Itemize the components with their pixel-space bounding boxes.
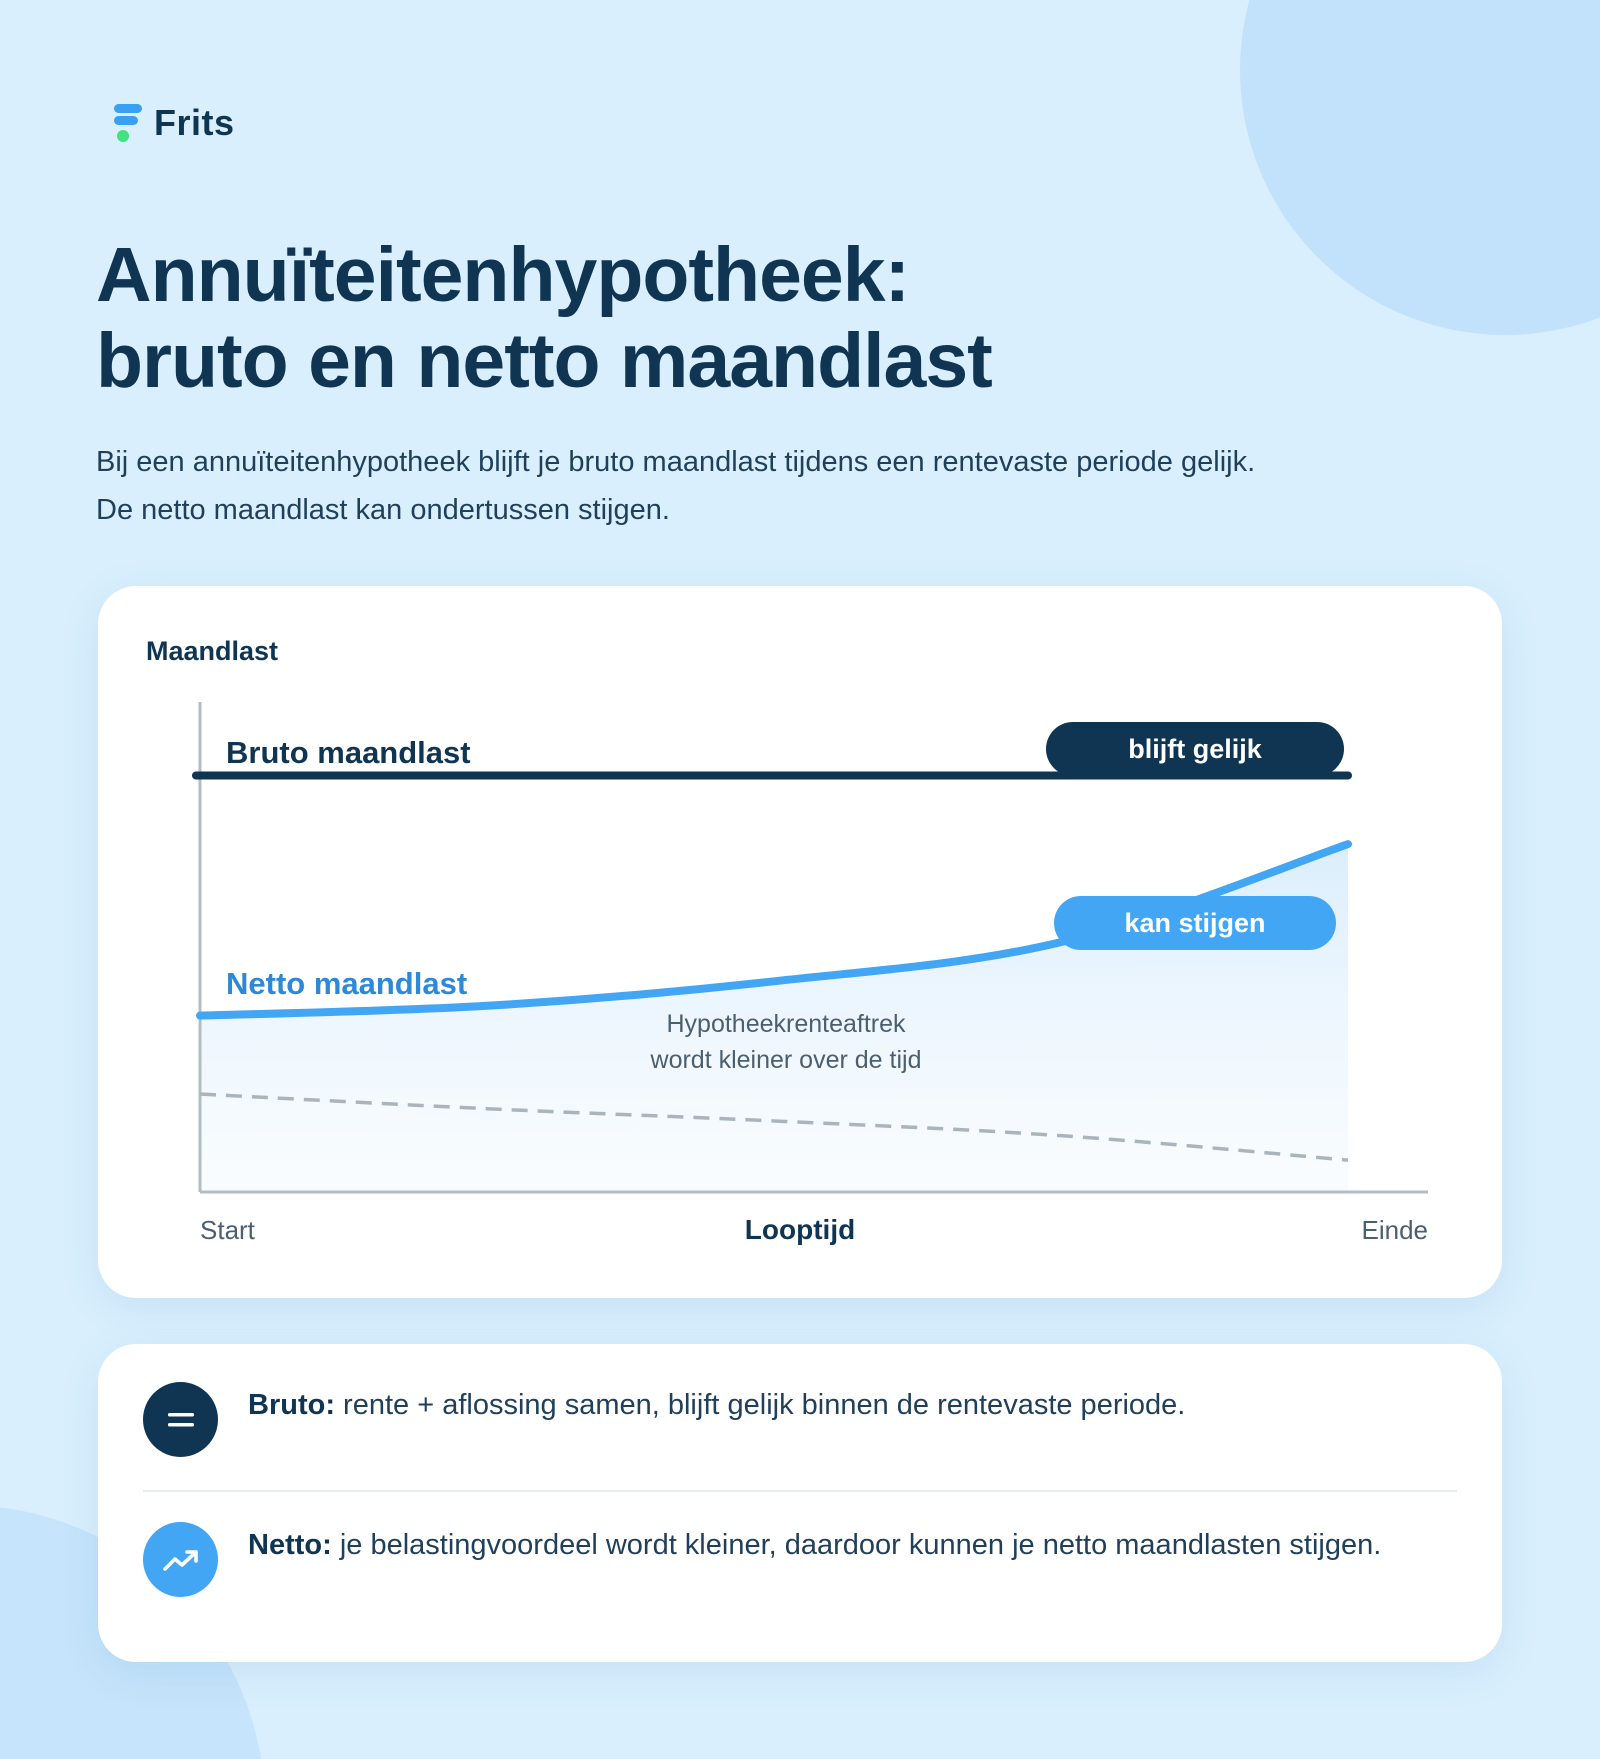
brand-logo: [112, 100, 235, 146]
y-axis-label: Maandlast: [146, 636, 279, 666]
line-chart: [98, 586, 1502, 1298]
brand-name: Frits: [154, 102, 235, 143]
bruto-badge: [1046, 722, 1344, 776]
divider: [143, 1490, 1457, 1492]
chart-card: [98, 586, 1502, 1298]
bruto-series-label: Bruto maandlast: [226, 735, 471, 770]
trend-up-icon: [143, 1522, 218, 1597]
netto-badge-label: kan stijgen: [1124, 908, 1266, 938]
annotation-line-1: Hypotheekrenteaftrek: [666, 1010, 906, 1038]
title-line-2: bruto en netto maandlast: [96, 318, 992, 404]
legend-row-bruto: [143, 1382, 1443, 1457]
intro-line-1: Bij een annuïteitenhypotheek blijft je bruto maandlast tijdens een rentevaste periode gelijk.: [96, 446, 1256, 478]
x-axis-label: Looptijd: [744, 1214, 856, 1245]
x-tick-label-start: Start: [200, 1215, 255, 1245]
x-tick-label-end: Einde: [1361, 1215, 1428, 1245]
legend-row-netto: [143, 1522, 1443, 1597]
frits-logo-icon: [112, 100, 144, 146]
annotation-line-2: wordt kleiner over de tijd: [650, 1046, 922, 1074]
legend-text-bruto: Bruto: rente + aflossing samen, blijft gelijk binnen de rentevaste periode.: [248, 1389, 1186, 1421]
explanation-card: [98, 1344, 1502, 1662]
netto-badge: [1054, 896, 1336, 950]
page-title: [96, 232, 1296, 404]
legend-text-netto: Netto: je belastingvoordeel wordt kleiner, daardoor kunnen je netto maandlasten stijgen.: [248, 1529, 1382, 1561]
intro-text: [96, 438, 1496, 534]
equals-icon: [143, 1382, 218, 1457]
title-line-1: Annuïteitenhypotheek:: [96, 232, 910, 318]
intro-line-2: De netto maandlast kan ondertussen stijgen.: [96, 494, 670, 526]
bruto-badge-label: blijft gelijk: [1128, 734, 1262, 764]
netto-series-label: Netto maandlast: [226, 966, 468, 1001]
